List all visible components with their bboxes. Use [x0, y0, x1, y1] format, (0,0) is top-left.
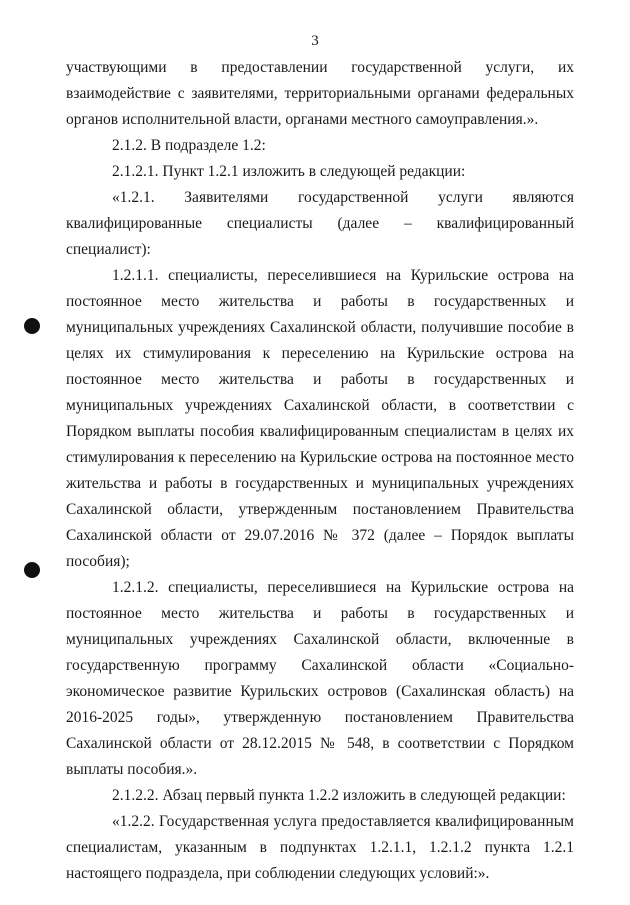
paragraph-2-1-2-2: 2.1.2.2. Абзац первый пункта 1.2.2 изложить в следующей редакции: — [112, 787, 566, 804]
paragraph-1-2-1: «1.2.1. Заявителями государственной услуги являются квалифицированные специалисты (далее – квалифицированный специалист): — [66, 189, 574, 258]
paragraph-continuation: участвующими в предоставлении государственной услуги, их взаимодействие с заявителями, территориальными органами федеральных органов исполнительной власти, органами местного самоуправления.». — [66, 59, 574, 128]
paragraph-1-2-2: «1.2.2. Государственная услуга предоставляется квалифицированным специалистам, указанным в подпунктах 1.2.1.1, 1.2.1.2 пункта 1.2.1 настоящего подраздела, при соблюдении следующих условий:». — [66, 813, 574, 882]
paragraph-1-2-1-1: 1.2.1.1. специалисты, переселившиеся на Курильские острова на постоянное место жительства и работы в государственных и муниципальных учреждениях Сахалинской области, получившие пособие в целях их стимулирования к переселению на Курильские острова на постоянное место жительства и работы в государственных и муниципальных учреждениях Сахалинской области, в соответствии с Порядком выплаты пособия квалифицированным специалистам в целях их стимулирования к переселению на Курильские острова на постоянное место жительства и работы в государственных и муниципальных учреждениях Сахалинской области, утвержденным постановлением Правительства Сахалинской области от 29.07.2016 № 372 (далее – Порядок выплаты пособия); — [66, 267, 574, 570]
punch-hole-mark — [24, 562, 40, 578]
paragraph-2-1-2: 2.1.2. В подразделе 1.2: — [112, 137, 266, 154]
page-number: 3 — [311, 33, 319, 49]
document-body — [66, 55, 574, 887]
paragraph-1-2-1-2: 1.2.1.2. специалисты, переселившиеся на Курильские острова на постоянное место жительства и работы в государственных и муниципальных учреждениях Сахалинской области, включенные в государственную программу Сахалинской области «Социально-экономическое развитие Курильских островов (Сахалинская область) на 2016-2025 годы», утвержденную постановлением Правительства Сахалинской области от 28.12.2015 № 548, в соответствии с Порядком выплаты пособия.». — [66, 579, 574, 778]
punch-hole-mark — [24, 318, 40, 334]
paragraph-2-1-2-1: 2.1.2.1. Пункт 1.2.1 изложить в следующей редакции: — [112, 163, 466, 180]
